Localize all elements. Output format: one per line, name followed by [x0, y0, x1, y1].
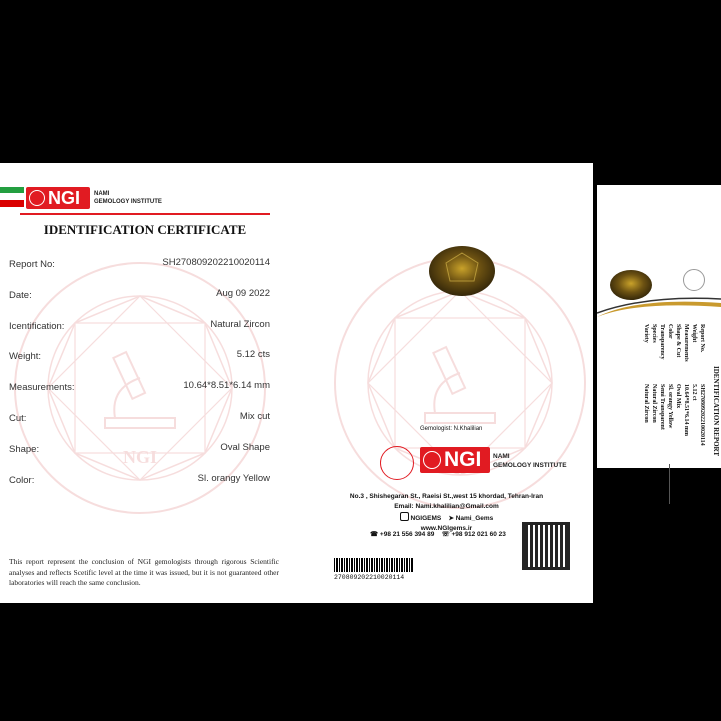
address: No.3 , Shishegaran St., Raeisi St.,west 15 khordad, Tehran-Iran — [349, 493, 544, 500]
mini-row-label: Species — [651, 324, 657, 343]
instagram-handle[interactable]: NGIGEMS — [410, 515, 442, 522]
row-value: SH270809202210020114 — [162, 257, 270, 268]
mini-row-value: 5.12 ct — [691, 384, 697, 401]
social-row — [300, 512, 593, 524]
row-value: Natural Zircon — [210, 319, 270, 330]
mini-row-value: Sl. orangy Yellow — [667, 384, 673, 429]
row-label: Shape: — [9, 444, 40, 455]
row-label: Color: — [9, 475, 35, 486]
row-label: Icentification: — [9, 321, 65, 332]
seal-center-text: NGI — [122, 447, 158, 467]
institute-name — [94, 190, 162, 206]
qr-code — [525, 525, 567, 567]
ngi-logo — [26, 187, 90, 209]
mini-row-label: Color — [667, 324, 673, 339]
mini-row-value: Oval Mix — [675, 384, 681, 409]
logo-emblem-icon — [29, 190, 45, 206]
iran-flag-icon — [0, 187, 24, 207]
mini-row-value: SH270809202210020114 — [699, 384, 705, 446]
institute-name-line1: NAMI — [94, 191, 110, 197]
website[interactable]: www.NGIgems.ir — [420, 525, 473, 532]
mini-row-label: Transparency — [659, 324, 665, 360]
instagram-icon — [400, 512, 409, 521]
institute-name-line2: GEMOLOGY INSTITUTE — [94, 199, 162, 205]
wallet-card-title: IDENTIFICATION REPORT — [712, 365, 720, 457]
certificate-title: IDENTIFICATION CERTIFICATE — [43, 222, 247, 237]
institute-name-line1: NAMI — [493, 453, 510, 460]
ngi-logo — [420, 447, 490, 473]
signature — [669, 464, 700, 504]
mini-row-label: Weight — [691, 324, 697, 343]
logo-emblem-icon — [423, 451, 441, 469]
wallet-card-content — [596, 304, 720, 518]
header-rule — [20, 213, 270, 215]
logo-text: NGI — [444, 448, 482, 471]
mini-row-label: Variety — [643, 324, 649, 343]
row-value: 5.12 cts — [236, 349, 270, 360]
mini-row-value: Semi Transparent — [659, 384, 665, 430]
row-value: 10.64*8.51*6.14 mm — [183, 380, 270, 391]
row-label: Measurements: — [9, 382, 75, 393]
phone-1: +98 21 556 394 89 — [379, 531, 435, 538]
mini-row-label: Shape & Cut — [675, 324, 681, 358]
mini-row-label: Report No. — [699, 324, 705, 353]
gemologist-name: Gemologist: N.Khalilian — [420, 426, 483, 432]
institute-name-line2: GEMOLOGY INSTITUTE — [493, 462, 567, 469]
mini-row-value: 10.64*8.51*6.14 mm — [683, 384, 689, 436]
certificate-front — [0, 163, 300, 603]
certificate-back — [300, 163, 593, 603]
telegram-icon: ➤ — [448, 515, 454, 522]
seal-stamp-icon — [380, 446, 414, 480]
phone-icon: ☎ — [370, 531, 379, 538]
email: Email: Nami.khalilian@Gmail.com — [394, 503, 499, 510]
mini-row-value: Natural Zircon — [643, 384, 649, 423]
row-label: Weight: — [9, 351, 42, 362]
mobile-icon: ☏ — [441, 531, 450, 538]
mini-row-value: Natural Zircon — [651, 384, 657, 423]
disclaimer-text: This report represent the conclusion of NGI gemologists through rigorous Scientific analyses and reflects Scetific level at the time it was issued, but it is not guaranteed other laboratories will reach the same conclusion. — [9, 557, 279, 587]
row-value: Mix cut — [239, 411, 270, 422]
institute-name — [493, 452, 567, 470]
barcode-number: 270809202210020114 — [334, 574, 405, 581]
phone-2: +98 912 021 60 23 — [451, 531, 506, 538]
row-value: Aug 09 2022 — [216, 288, 270, 299]
row-value: Oval Shape — [220, 442, 270, 453]
row-label: Report No: — [9, 259, 55, 270]
barcode — [334, 558, 414, 572]
telegram-handle[interactable]: Nami_Gems — [455, 515, 494, 522]
row-label: Date: — [9, 290, 32, 301]
seal-stamp-icon — [683, 269, 705, 291]
mini-row-label: Measurements — [683, 324, 689, 362]
row-label: Cut: — [9, 413, 27, 424]
row-value: Sl. orangy Yellow — [197, 473, 270, 484]
gemstone-photo — [428, 245, 496, 297]
wallet-card — [597, 185, 721, 468]
phone-row — [370, 530, 506, 538]
logo-text: NGI — [48, 188, 81, 208]
